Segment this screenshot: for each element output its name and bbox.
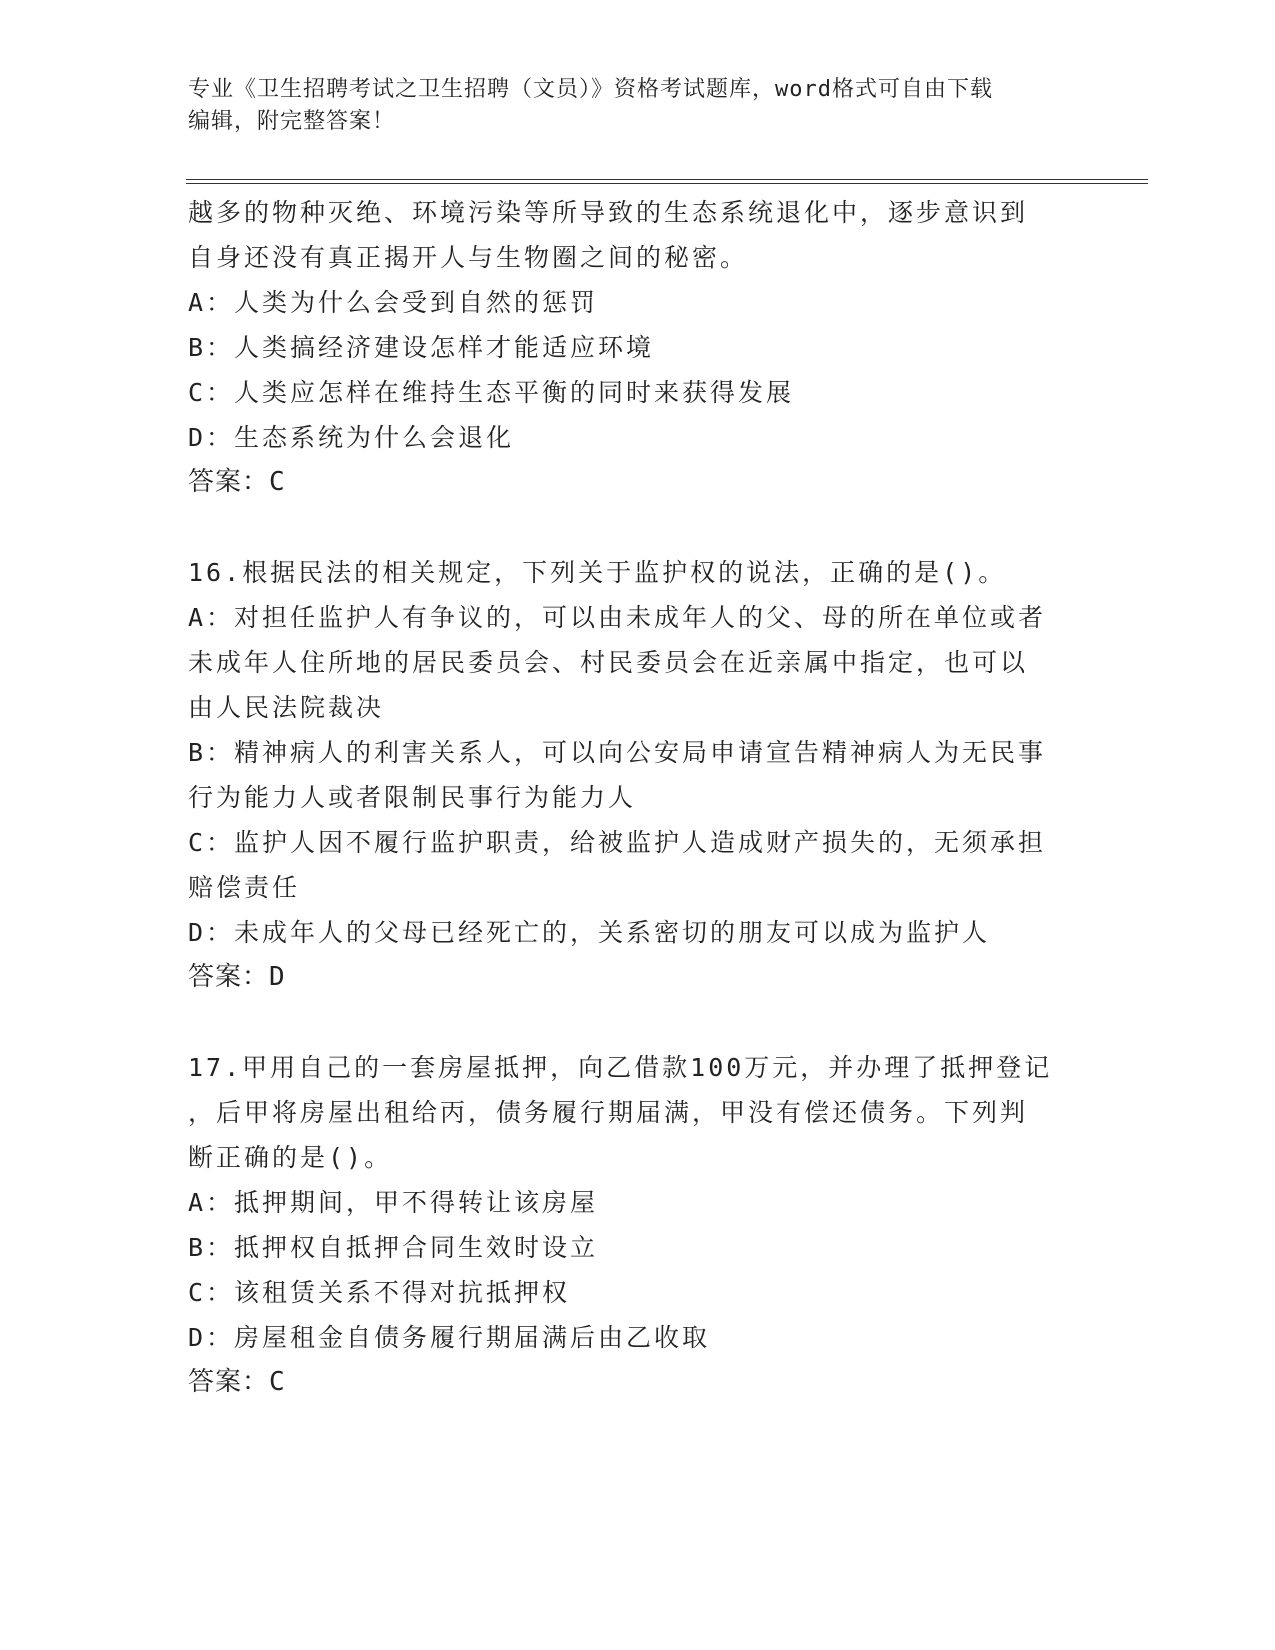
answer-line: 答案：D — [188, 962, 286, 992]
question-stem-line: ，后甲将房屋出租给丙，债务履行期届满，甲没有偿还债务。下列判 — [188, 1098, 1029, 1127]
header-divider-top — [186, 179, 1148, 180]
option-a: A：人类为什么会受到自然的惩罚 — [188, 288, 599, 317]
question-spacer — [188, 505, 1088, 550]
question-17 — [188, 1045, 1088, 1405]
document-header — [188, 74, 1068, 138]
option-d: D：生态系统为什么会退化 — [188, 423, 515, 452]
answer-line: 答案：C — [188, 467, 286, 497]
option-b-line: B：精神病人的利害关系人，可以向公安局申请宣告精神病人为无民事 — [188, 738, 1047, 767]
option-b: B：抵押权自抵押合同生效时设立 — [188, 1233, 599, 1262]
option-d: D：房屋租金自债务履行期届满后由乙收取 — [188, 1323, 711, 1352]
option-a-line: 未成年人住所地的居民委员会、村民委员会在近亲属中指定，也可以 — [188, 648, 1029, 677]
header-divider-bottom — [186, 183, 1148, 184]
option-b: B：人类搞经济建设怎样才能适应环境 — [188, 333, 655, 362]
question-stem-line: 自身还没有真正揭开人与生物圈之间的秘密。 — [188, 243, 749, 272]
question-16 — [188, 550, 1088, 1000]
option-b-line: 行为能力人或者限制民事行为能力人 — [188, 783, 637, 812]
header-line-2: 编辑，附完整答案！ — [188, 109, 396, 134]
header-line-1: 专业《卫生招聘考试之卫生招聘（文员）》资格考试题库，word格式可自由下载 — [188, 77, 993, 102]
option-c-line: C：监护人因不履行监护职责，给被监护人造成财产损失的，无须承担 — [188, 828, 1047, 857]
option-a-line: 由人民法院裁决 — [188, 693, 385, 722]
option-a: A：抵押期间，甲不得转让该房屋 — [188, 1188, 599, 1217]
question-stem-line: 断正确的是()。 — [188, 1143, 393, 1172]
option-c: C：人类应怎样在维持生态平衡的同时来获得发展 — [188, 378, 795, 407]
option-a-line: A：对担任监护人有争议的，可以由未成年人的父、母的所在单位或者 — [188, 603, 1047, 632]
question-stem-line: 越多的物种灭绝、环境污染等所导致的生态系统退化中，逐步意识到 — [188, 198, 1029, 227]
question-list — [188, 190, 1088, 1405]
question-spacer — [188, 1000, 1088, 1045]
answer-line: 答案：C — [188, 1367, 286, 1397]
option-c-line: 赔偿责任 — [188, 873, 301, 902]
option-c: C：该租赁关系不得对抗抵押权 — [188, 1278, 571, 1307]
option-d: D：未成年人的父母已经死亡的，关系密切的朋友可以成为监护人 — [188, 918, 991, 947]
question-15 — [188, 190, 1088, 505]
question-stem-line: 17.甲用自己的一套房屋抵押，向乙借款100万元，并办理了抵押登记 — [188, 1053, 1053, 1082]
question-stem: 16.根据民法的相关规定，下列关于监护权的说法，正确的是()。 — [188, 558, 1007, 587]
